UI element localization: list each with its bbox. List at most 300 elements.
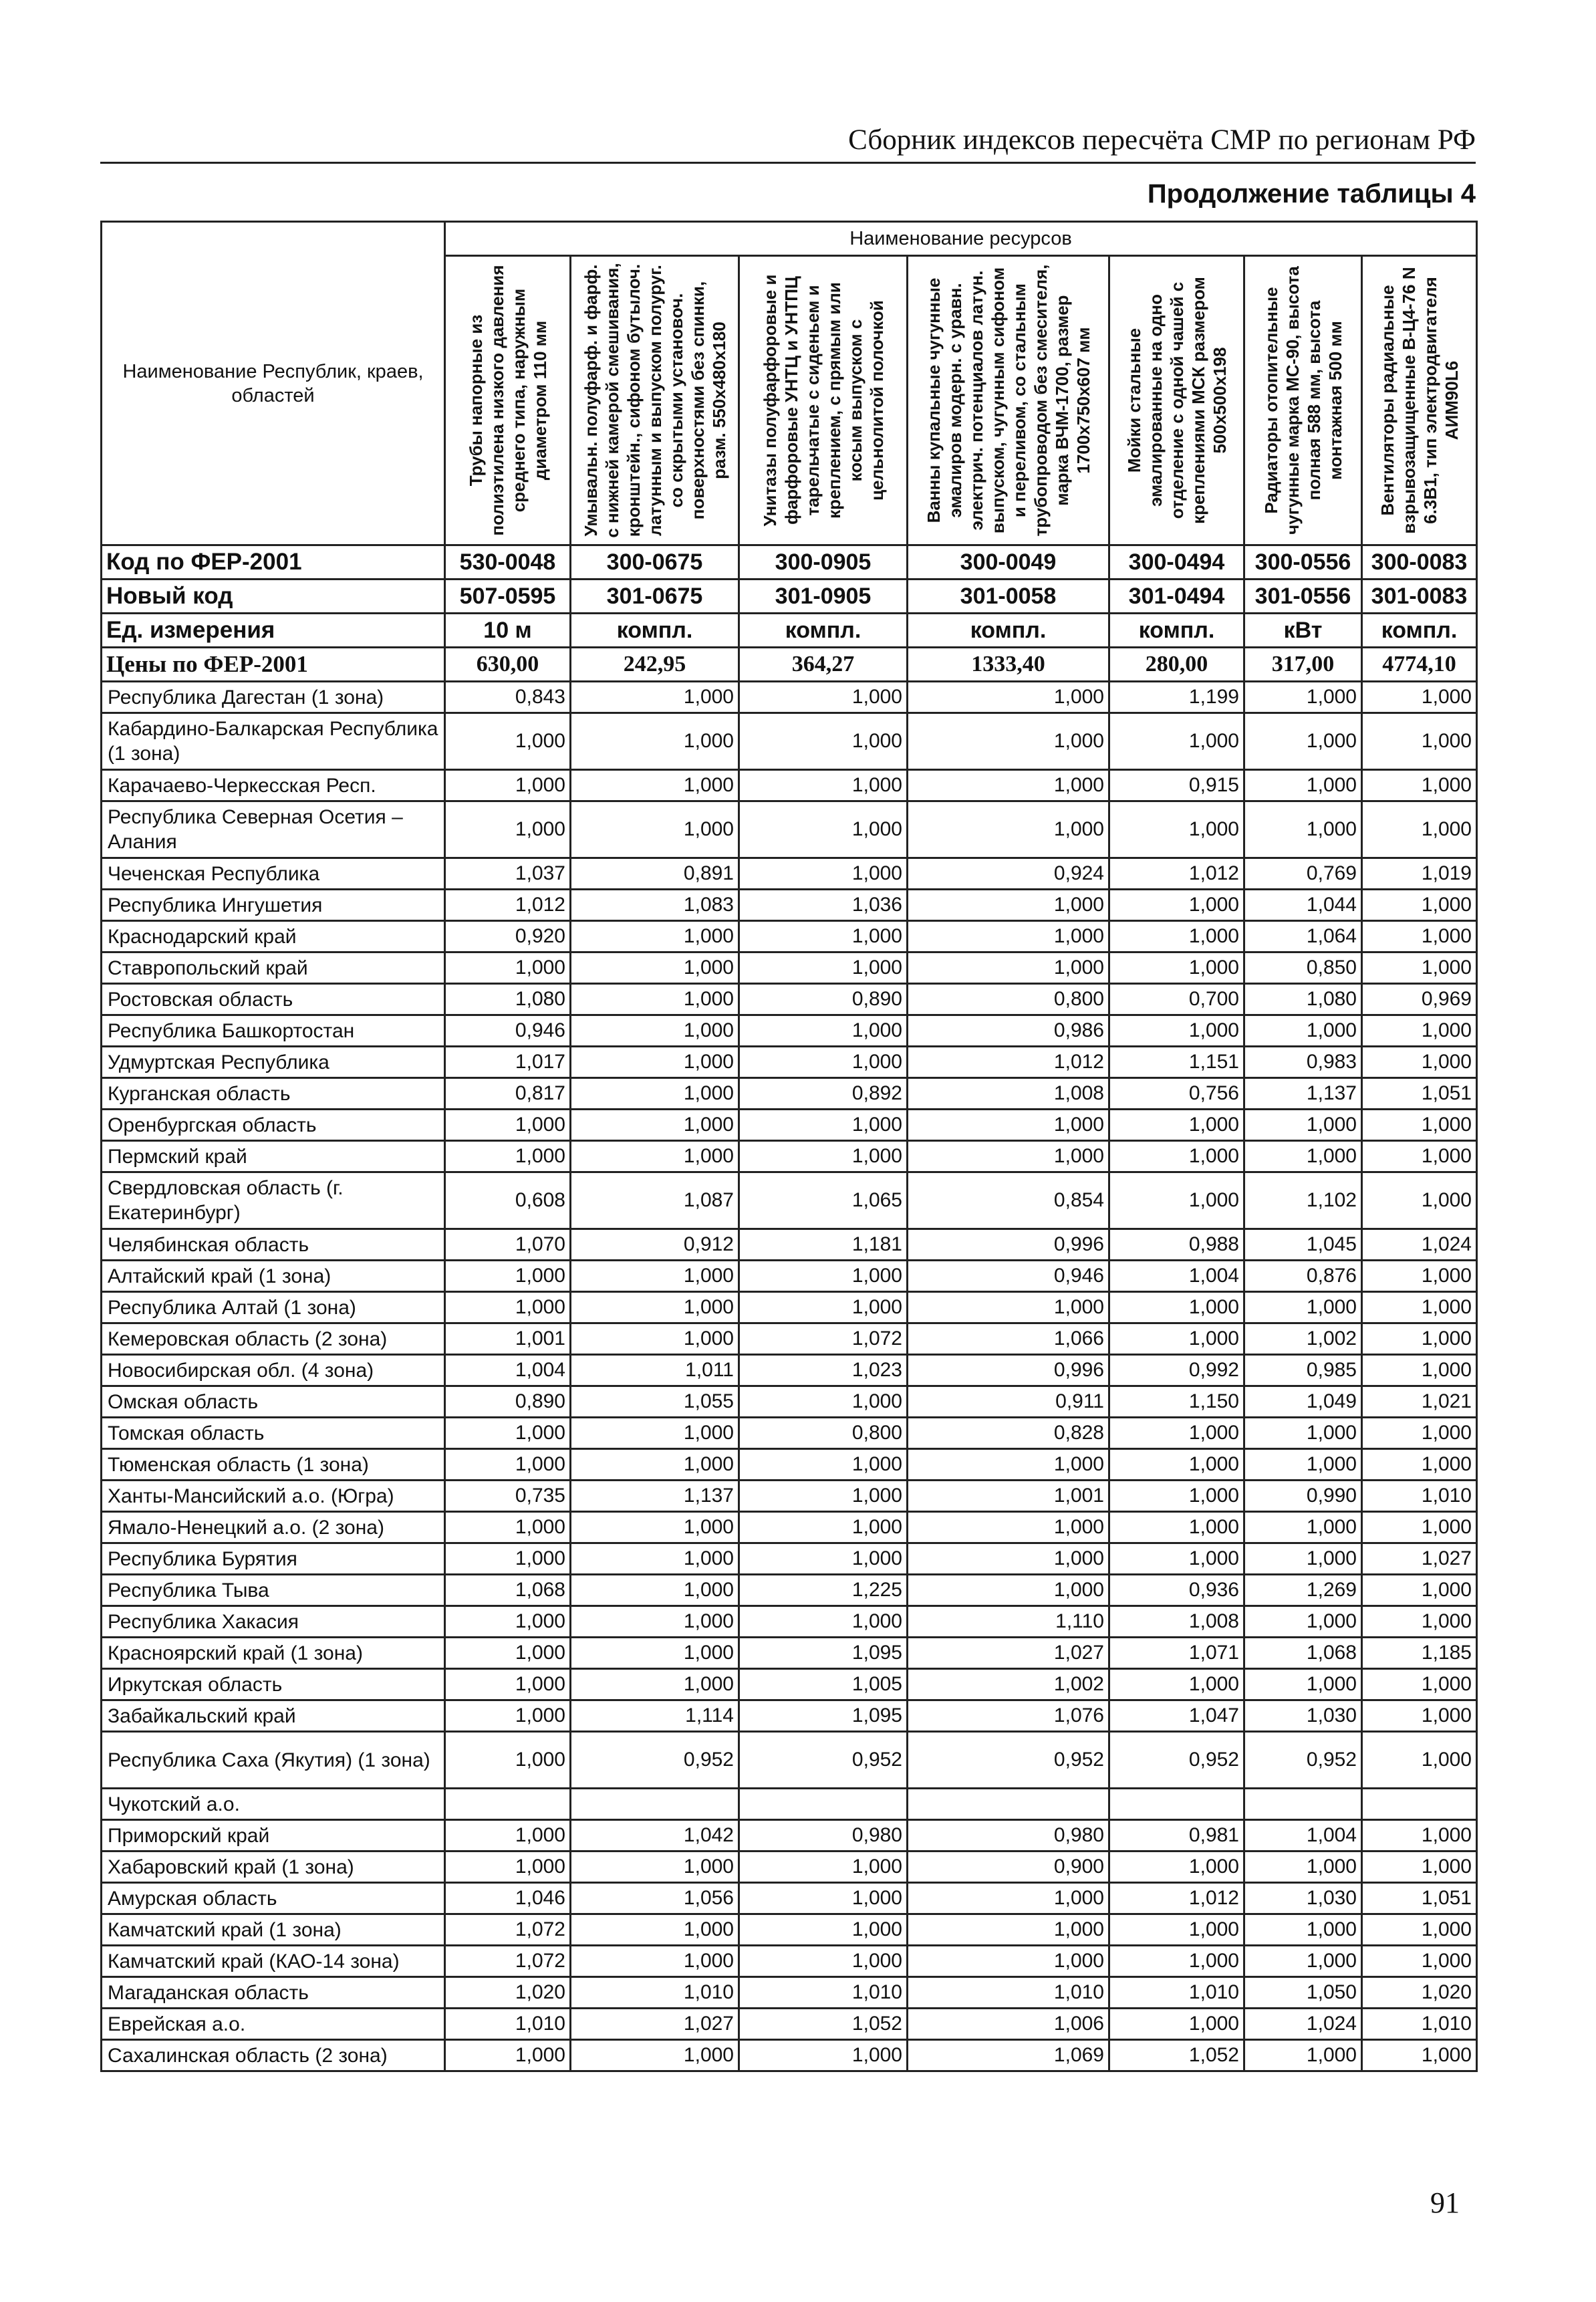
region-name: Магаданская область <box>102 1977 445 2009</box>
coefficient-cell: 1,000 <box>908 1946 1109 1977</box>
column-header <box>1362 256 1477 545</box>
coefficient-cell: 1,024 <box>1244 2009 1362 2040</box>
region-name: Республика Саха (Якутия) (1 зона) <box>102 1732 445 1789</box>
coefficient-cell: 1,000 <box>1244 1141 1362 1172</box>
coefficient-cell: 1,030 <box>1244 1883 1362 1914</box>
coefficient-cell: 1,000 <box>1109 1323 1244 1355</box>
coefficient-cell: 1,020 <box>445 1977 571 2009</box>
coefficient-cell: 1,080 <box>1244 984 1362 1015</box>
region-name: Амурская область <box>102 1883 445 1914</box>
coefficient-cell: 1,000 <box>571 1851 739 1883</box>
table-row <box>102 1669 1477 1700</box>
region-name: Хабаровский край (1 зона) <box>102 1851 445 1883</box>
coefficient-cell: 0,980 <box>739 1820 908 1851</box>
table-row <box>102 1638 1477 1669</box>
coefficient-cell: 1,000 <box>1362 1669 1477 1700</box>
coefficient-cell: 1,000 <box>1244 1110 1362 1141</box>
coefficient-cell: 1,000 <box>739 713 908 770</box>
coefficient-cell: 1,000 <box>1244 1851 1362 1883</box>
region-name: Чеченская Республика <box>102 858 445 890</box>
coefficient-cell: 1,000 <box>1244 1015 1362 1047</box>
coefficient-cell: 1,000 <box>908 1543 1109 1575</box>
region-name: Удмуртская Республика <box>102 1047 445 1078</box>
coefficient-cell: 0,936 <box>1109 1575 1244 1606</box>
coefficient-cell: 0,983 <box>1244 1047 1362 1078</box>
table-row <box>102 770 1477 801</box>
coefficient-cell: 1,000 <box>445 770 571 801</box>
coefficient-cell: 1,030 <box>1244 1700 1362 1732</box>
coefficient-cell: 1,070 <box>445 1229 571 1261</box>
column-header-text: Унитазы полуфарфоровые и фарфоровые УНТЦ и УНТПЦ тарельчатые с сиденьем и креплением, с прямым или косым выпуском с цельнолитой полочкой <box>759 274 887 527</box>
coefficient-cell: 1,000 <box>908 1512 1109 1543</box>
coefficient-cell: 1,000 <box>1244 1669 1362 1700</box>
coefficient-cell: 1,000 <box>739 921 908 952</box>
coefficient-cell: 1,000 <box>445 1851 571 1883</box>
region-name: Кемеровская область (2 зона) <box>102 1323 445 1355</box>
region-name: Челябинская область <box>102 1229 445 1261</box>
code-row-value: 301-0675 <box>571 580 739 614</box>
code-row-label: Цены по ФЕР-2001 <box>102 648 445 682</box>
code-row-value: компл. <box>739 614 908 648</box>
code-row-value: 301-0494 <box>1109 580 1244 614</box>
coefficient-cell: 0,843 <box>445 682 571 713</box>
column-header-text: Умывальн. полуфарф. и фарф. с нижней камерой смешивания, кронштейн., сифоном бутылоч. латунным и выпуском полуруг. со скрытыми установоч. поверхностями без спинки, разм. 550x480x180 <box>580 263 729 538</box>
coefficient-cell: 1,072 <box>445 1946 571 1977</box>
region-name: Республика Бурятия <box>102 1543 445 1575</box>
coefficient-cell: 1,095 <box>739 1638 908 1669</box>
coefficient-cell: 1,004 <box>445 1355 571 1386</box>
coefficient-cell: 1,006 <box>908 2009 1109 2040</box>
region-name: Кабардино-Балкарская Республика (1 зона) <box>102 713 445 770</box>
coefficient-cell: 1,000 <box>1362 1512 1477 1543</box>
coefficient-cell: 1,000 <box>908 1449 1109 1481</box>
table-row <box>102 1732 1477 1789</box>
coefficient-cell: 1,000 <box>445 713 571 770</box>
coefficient-cell: 1,000 <box>739 858 908 890</box>
coefficient-cell: 1,000 <box>739 952 908 984</box>
code-row-value: 280,00 <box>1109 648 1244 682</box>
coefficient-cell: 1,000 <box>1244 713 1362 770</box>
coefficient-cell: 0,800 <box>908 984 1109 1015</box>
coefficient-cell: 1,012 <box>1109 858 1244 890</box>
coefficient-cell: 0,769 <box>1244 858 1362 890</box>
coefficient-cell: 1,052 <box>1109 2040 1244 2071</box>
coefficient-cell: 1,110 <box>908 1606 1109 1638</box>
coefficient-cell: 1,000 <box>908 890 1109 921</box>
coefficient-cell: 1,068 <box>1244 1638 1362 1669</box>
coefficient-cell: 0,800 <box>739 1418 908 1449</box>
coefficient-cell: 1,000 <box>571 713 739 770</box>
table-row <box>102 1386 1477 1418</box>
coefficient-cell: 1,000 <box>1362 1700 1477 1732</box>
coefficient-cell: 1,000 <box>1244 2040 1362 2071</box>
code-row-value: 300-0049 <box>908 545 1109 580</box>
table-row <box>102 1575 1477 1606</box>
coefficient-cell: 1,071 <box>1109 1638 1244 1669</box>
coefficient-cell: 1,000 <box>739 1606 908 1638</box>
coefficient-cell: 1,049 <box>1244 1386 1362 1418</box>
coefficient-cell: 1,000 <box>1109 1141 1244 1172</box>
table-row <box>102 1172 1477 1229</box>
coefficient-cell: 1,000 <box>1362 1110 1477 1141</box>
code-row-value: 301-0905 <box>739 580 908 614</box>
coefficient-cell: 0,700 <box>1109 984 1244 1015</box>
table-row <box>102 1977 1477 2009</box>
coefficient-cell: 1,000 <box>571 984 739 1015</box>
coefficient-cell: 1,000 <box>1244 1449 1362 1481</box>
coefficient-cell: 1,000 <box>571 1946 739 1977</box>
coefficient-cell: 0,946 <box>445 1015 571 1047</box>
coefficient-cell: 1,000 <box>739 1883 908 1914</box>
coefficient-cell: 0,911 <box>908 1386 1109 1418</box>
coefficient-cell: 1,001 <box>908 1481 1109 1512</box>
coefficient-cell: 1,046 <box>445 1883 571 1914</box>
code-row-value: 242,95 <box>571 648 739 682</box>
coefficient-cell: 1,000 <box>1109 890 1244 921</box>
region-name: Приморский край <box>102 1820 445 1851</box>
coefficient-cell: 1,000 <box>571 1141 739 1172</box>
coefficient-cell: 1,000 <box>739 1481 908 1512</box>
table-row <box>102 1543 1477 1575</box>
coefficient-cell: 1,000 <box>445 1669 571 1700</box>
table-row <box>102 1700 1477 1732</box>
coefficient-cell <box>739 1789 908 1820</box>
coefficient-cell: 0,946 <box>908 1261 1109 1292</box>
coefficient-cell: 1,000 <box>1109 1292 1244 1323</box>
coefficient-cell: 0,969 <box>1362 984 1477 1015</box>
coefficient-cell: 1,064 <box>1244 921 1362 952</box>
table-row <box>102 1141 1477 1172</box>
region-name: Ямало-Ненецкий а.о. (2 зона) <box>102 1512 445 1543</box>
region-name: Республика Алтай (1 зона) <box>102 1292 445 1323</box>
code-row-value: 317,00 <box>1244 648 1362 682</box>
coefficient-cell: 1,151 <box>1109 1047 1244 1078</box>
coefficient-cell: 1,000 <box>445 1606 571 1638</box>
coefficient-cell: 1,000 <box>445 2040 571 2071</box>
running-head: Сборник индексов пересчёта СМР по регионам РФ <box>100 122 1476 164</box>
table-row <box>102 1292 1477 1323</box>
coefficient-cell: 1,000 <box>1244 682 1362 713</box>
code-row-value: 507-0595 <box>445 580 571 614</box>
coefficient-cell: 1,087 <box>571 1172 739 1229</box>
coefficient-cell: 1,000 <box>445 1820 571 1851</box>
region-name: Пермский край <box>102 1141 445 1172</box>
coefficient-cell: 1,000 <box>908 801 1109 858</box>
coefficient-cell: 1,000 <box>571 1575 739 1606</box>
region-name: Республика Тыва <box>102 1575 445 1606</box>
coefficient-cell: 1,114 <box>571 1700 739 1732</box>
code-row-value: 364,27 <box>739 648 908 682</box>
table-row <box>102 858 1477 890</box>
table-row <box>102 1110 1477 1141</box>
coefficient-cell: 1,137 <box>1244 1078 1362 1110</box>
coefficient-cell: 1,000 <box>1362 713 1477 770</box>
coefficient-cell: 1,000 <box>1362 952 1477 984</box>
table-row <box>102 1946 1477 1977</box>
region-name: Тюменская область (1 зона) <box>102 1449 445 1481</box>
coefficient-cell: 1,000 <box>739 801 908 858</box>
coefficient-cell: 1,000 <box>1362 890 1477 921</box>
coefficient-cell: 1,000 <box>739 1512 908 1543</box>
coefficient-cell: 1,000 <box>445 1543 571 1575</box>
code-row-value: компл. <box>908 614 1109 648</box>
coefficient-cell: 1,000 <box>739 1946 908 1977</box>
coefficient-cell: 0,952 <box>1109 1732 1244 1789</box>
coefficient-cell: 1,000 <box>908 770 1109 801</box>
table-row <box>102 1047 1477 1078</box>
coefficient-cell: 1,000 <box>739 1851 908 1883</box>
table-row <box>102 1820 1477 1851</box>
coefficient-cell: 1,000 <box>1362 1732 1477 1789</box>
coefficient-cell: 1,000 <box>1362 2040 1477 2071</box>
table-row <box>102 1606 1477 1638</box>
table-row <box>102 1323 1477 1355</box>
coefficient-cell: 0,980 <box>908 1820 1109 1851</box>
coefficient-cell: 1,000 <box>1109 1914 1244 1946</box>
coefficient-cell: 1,000 <box>1109 1449 1244 1481</box>
coefficient-cell: 1,185 <box>1362 1638 1477 1669</box>
coefficient-cell: 1,269 <box>1244 1575 1362 1606</box>
coefficient-cell: 0,981 <box>1109 1820 1244 1851</box>
coefficient-cell: 0,608 <box>445 1172 571 1229</box>
code-row-value: 300-0494 <box>1109 545 1244 580</box>
coefficient-cell: 1,037 <box>445 858 571 890</box>
coefficient-cell: 1,021 <box>1362 1386 1477 1418</box>
table-row <box>102 1851 1477 1883</box>
region-name: Омская область <box>102 1386 445 1418</box>
coefficient-cell: 1,045 <box>1244 1229 1362 1261</box>
table-row <box>102 984 1477 1015</box>
coefficient-cell: 1,000 <box>908 1141 1109 1172</box>
coefficient-cell: 1,000 <box>1109 952 1244 984</box>
table-row <box>102 1512 1477 1543</box>
region-name: Камчатский край (КАО-14 зона) <box>102 1946 445 1977</box>
coefficient-cell: 0,985 <box>1244 1355 1362 1386</box>
coefficient-cell <box>1244 1789 1362 1820</box>
coefficient-cell: 1,072 <box>739 1323 908 1355</box>
coefficient-cell <box>1362 1789 1477 1820</box>
coefficient-cell <box>1109 1789 1244 1820</box>
coefficient-cell: 1,065 <box>739 1172 908 1229</box>
coefficient-cell: 1,000 <box>571 1914 739 1946</box>
table-row <box>102 1789 1477 1820</box>
coefficient-cell: 1,010 <box>1362 2009 1477 2040</box>
coefficient-cell: 1,000 <box>571 770 739 801</box>
coefficient-cell: 1,024 <box>1362 1229 1477 1261</box>
coefficient-cell: 1,080 <box>445 984 571 1015</box>
coefficient-cell: 1,002 <box>1244 1323 1362 1355</box>
coefficient-cell: 1,066 <box>908 1323 1109 1355</box>
table-row <box>102 2040 1477 2071</box>
resources-group-header: Наименование ресурсов <box>445 222 1477 256</box>
coefficient-cell: 1,000 <box>1109 1015 1244 1047</box>
coefficient-cell: 1,000 <box>1109 801 1244 858</box>
coefficient-cell: 1,012 <box>445 890 571 921</box>
coefficient-cell: 1,000 <box>1362 1851 1477 1883</box>
coefficient-cell: 1,051 <box>1362 1883 1477 1914</box>
table-row <box>102 1883 1477 1914</box>
code-row-value: 300-0675 <box>571 545 739 580</box>
coefficient-cell: 1,000 <box>571 1110 739 1141</box>
coefficient-cell: 1,000 <box>1109 1669 1244 1700</box>
coefficient-cell: 0,756 <box>1109 1078 1244 1110</box>
coefficient-cell: 1,000 <box>1109 1946 1244 1977</box>
coefficient-cell: 1,005 <box>739 1669 908 1700</box>
table-row <box>102 952 1477 984</box>
coefficient-cell: 1,000 <box>908 1914 1109 1946</box>
coefficient-cell: 1,000 <box>571 801 739 858</box>
table-row <box>102 890 1477 921</box>
table-row <box>102 1015 1477 1047</box>
coefficient-cell: 0,924 <box>908 858 1109 890</box>
coefficient-cell: 0,988 <box>1109 1229 1244 1261</box>
coefficient-cell: 0,817 <box>445 1078 571 1110</box>
coefficient-cell: 1,000 <box>1362 1015 1477 1047</box>
coefficient-cell: 1,000 <box>571 1078 739 1110</box>
coefficient-cell: 1,000 <box>1109 2009 1244 2040</box>
coefficient-cell: 1,052 <box>739 2009 908 2040</box>
coefficient-cell: 0,850 <box>1244 952 1362 984</box>
region-name: Иркутская область <box>102 1669 445 1700</box>
column-header-text: Вентиляторы радиальные взрывозащищенные В-Ц4-76 N 6.3В1, тип электродвигателя АИМ90L6 <box>1377 267 1462 534</box>
table-row <box>102 1914 1477 1946</box>
coefficient-cell: 1,000 <box>571 2040 739 2071</box>
coefficient-cell: 1,011 <box>571 1355 739 1386</box>
coefficient-cell: 1,000 <box>1362 770 1477 801</box>
coefficient-cell: 1,102 <box>1244 1172 1362 1229</box>
coefficient-cell: 1,027 <box>571 2009 739 2040</box>
code-row <box>102 648 1477 682</box>
coefficient-cell: 1,069 <box>908 2040 1109 2071</box>
data-rows <box>102 682 1477 2071</box>
region-name: Камчатский край (1 зона) <box>102 1914 445 1946</box>
coefficient-cell: 1,000 <box>1362 1914 1477 1946</box>
code-row <box>102 580 1477 614</box>
coefficient-cell: 1,000 <box>739 1543 908 1575</box>
coefficient-cell: 1,225 <box>739 1575 908 1606</box>
code-row <box>102 545 1477 580</box>
coefficient-cell: 1,000 <box>1362 1606 1477 1638</box>
code-row-value: 530-0048 <box>445 545 571 580</box>
coefficient-cell: 1,000 <box>445 1700 571 1732</box>
coefficient-cell: 1,000 <box>571 1323 739 1355</box>
coefficient-cell: 1,012 <box>1109 1883 1244 1914</box>
coefficient-cell: 1,000 <box>571 682 739 713</box>
coefficient-cell: 1,000 <box>445 1292 571 1323</box>
coefficient-cell: 1,010 <box>908 1977 1109 2009</box>
region-name: Республика Хакасия <box>102 1606 445 1638</box>
coefficient-cell: 1,000 <box>445 1261 571 1292</box>
coefficient-cell: 1,019 <box>1362 858 1477 890</box>
coefficient-cell: 0,890 <box>445 1386 571 1418</box>
coefficient-cell: 1,010 <box>1109 1977 1244 2009</box>
coefficient-cell: 1,076 <box>908 1700 1109 1732</box>
coefficient-cell: 1,027 <box>1362 1543 1477 1575</box>
coefficient-cell: 1,000 <box>1362 1172 1477 1229</box>
coefficient-cell: 1,000 <box>1362 682 1477 713</box>
table-row <box>102 1481 1477 1512</box>
coefficient-cell: 1,000 <box>1109 921 1244 952</box>
coefficient-cell: 1,017 <box>445 1047 571 1078</box>
coefficient-cell: 1,010 <box>1362 1481 1477 1512</box>
coefficient-cell: 1,000 <box>908 952 1109 984</box>
region-name: Ханты-Мансийский а.о. (Югра) <box>102 1481 445 1512</box>
coefficient-cell: 1,083 <box>571 890 739 921</box>
table-row <box>102 801 1477 858</box>
coefficient-cell: 1,000 <box>1109 1110 1244 1141</box>
coefficient-cell: 1,000 <box>1244 1543 1362 1575</box>
coefficient-cell: 1,000 <box>571 1606 739 1638</box>
coefficient-cell <box>445 1789 571 1820</box>
coefficient-cell: 1,000 <box>571 1047 739 1078</box>
page-number: 91 <box>1430 2186 1460 2219</box>
coefficient-cell: 1,000 <box>445 1110 571 1141</box>
region-name: Новосибирская обл. (4 зона) <box>102 1355 445 1386</box>
region-name: Забайкальский край <box>102 1700 445 1732</box>
coefficient-cell: 1,000 <box>739 1914 908 1946</box>
coefficient-cell: 1,000 <box>1244 801 1362 858</box>
coefficient-cell: 1,000 <box>1362 1820 1477 1851</box>
coefficient-cell: 1,150 <box>1109 1386 1244 1418</box>
region-name: Карачаево-Черкесская Респ. <box>102 770 445 801</box>
coefficient-cell: 1,010 <box>571 1977 739 2009</box>
column-header <box>571 256 739 545</box>
coefficient-cell: 1,000 <box>1109 1543 1244 1575</box>
code-row-value: компл. <box>1109 614 1244 648</box>
coefficient-cell: 1,072 <box>445 1914 571 1946</box>
coefficient-cell: 1,000 <box>1244 1606 1362 1638</box>
table-row <box>102 1449 1477 1481</box>
code-row-value: 301-0058 <box>908 580 1109 614</box>
code-row-value: 630,00 <box>445 648 571 682</box>
region-name: Еврейская а.о. <box>102 2009 445 2040</box>
coefficient-cell: 1,000 <box>739 1261 908 1292</box>
coefficient-cell: 1,000 <box>1362 1355 1477 1386</box>
coefficient-cell: 1,000 <box>1362 1575 1477 1606</box>
coefficient-cell: 0,986 <box>908 1015 1109 1047</box>
coefficient-cell: 1,000 <box>1244 1418 1362 1449</box>
coefficient-cell: 0,992 <box>1109 1355 1244 1386</box>
coefficient-cell: 0,915 <box>1109 770 1244 801</box>
coefficient-cell: 0,890 <box>739 984 908 1015</box>
coefficient-cell: 1,000 <box>1362 1261 1477 1292</box>
table-row <box>102 1078 1477 1110</box>
table-row <box>102 1261 1477 1292</box>
coefficient-cell: 0,952 <box>739 1732 908 1789</box>
coefficient-cell: 1,000 <box>445 1449 571 1481</box>
coefficient-cell: 1,020 <box>1362 1977 1477 2009</box>
coefficient-cell: 1,000 <box>1109 1418 1244 1449</box>
table-row <box>102 1418 1477 1449</box>
coefficient-cell: 0,952 <box>571 1732 739 1789</box>
region-name: Сахалинская область (2 зона) <box>102 2040 445 2071</box>
coefficient-cell: 1,000 <box>1244 1292 1362 1323</box>
region-name: Оренбургская область <box>102 1110 445 1141</box>
coefficient-cell: 0,876 <box>1244 1261 1362 1292</box>
coefficient-cell: 0,854 <box>908 1172 1109 1229</box>
coefficient-cell: 1,000 <box>739 1292 908 1323</box>
coefficient-cell: 1,000 <box>445 1141 571 1172</box>
coefficients-table <box>100 221 1478 2072</box>
coefficient-cell: 1,000 <box>739 1449 908 1481</box>
region-name: Ростовская область <box>102 984 445 1015</box>
coefficient-cell: 1,008 <box>908 1078 1109 1110</box>
code-row-value: 10 м <box>445 614 571 648</box>
region-name: Республика Ингушетия <box>102 890 445 921</box>
coefficient-cell: 1,000 <box>739 1015 908 1047</box>
coefficient-cell: 1,000 <box>445 1638 571 1669</box>
coefficient-cell: 1,000 <box>1362 921 1477 952</box>
